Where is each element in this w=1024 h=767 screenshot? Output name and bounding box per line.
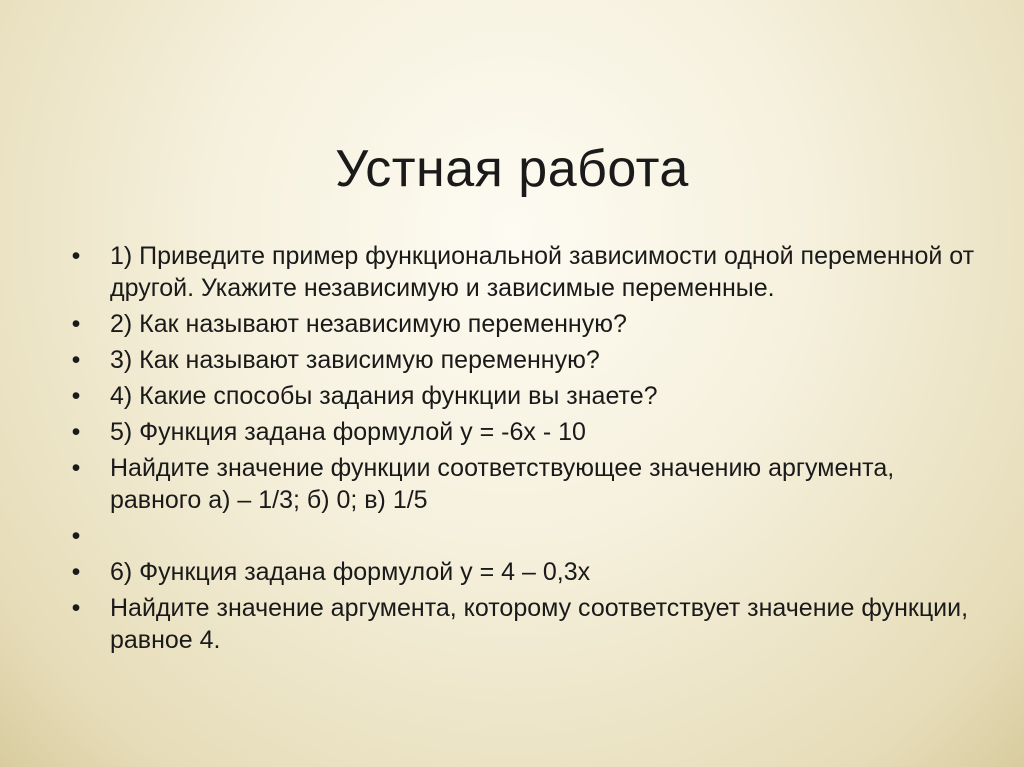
bullet-icon: • [71, 346, 81, 374]
bullet-icon: • [71, 594, 81, 622]
bullet-text: 6) Функция задана формулой y = 4 – 0,3x [110, 558, 591, 586]
slide-title: Устная работа [335, 140, 689, 198]
bullet-item-4 [66, 380, 986, 412]
bullet-icon: • [71, 382, 81, 410]
bullet-item-8 [66, 556, 986, 588]
bullet-icon: • [71, 454, 81, 482]
bullet-text: 1) Приведите пример функциональной зависимости одной переменной от другой. Укажите независимую и зависимые переменные. [110, 242, 975, 302]
bullet-text: 4) Какие способы задания функции вы знаете? [110, 382, 658, 410]
bullet-list [66, 240, 986, 660]
bullet-text: 3) Как называют зависимую переменную? [110, 346, 600, 374]
bullet-item-1 [66, 240, 986, 304]
bullet-text: 5) Функция задана формулой y = -6x - 10 [110, 418, 586, 446]
bullet-item-6 [66, 452, 986, 516]
bullet-icon: • [71, 242, 81, 270]
bullet-icon: • [71, 558, 81, 586]
bullet-icon: • [71, 310, 81, 338]
bullet-text: Найдите значение аргумента, которому соответствует значение функции, равное 4. [110, 594, 969, 654]
bullet-text: Найдите значение функции соответствующее значению аргумента, равного а) – 1/3; б) 0; в) 1/5 [110, 454, 895, 514]
bullet-icon: • [71, 418, 81, 446]
bullet-item-2 [66, 308, 986, 340]
bullet-item-3 [66, 344, 986, 376]
bullet-item-9 [66, 592, 986, 656]
bullet-text: 2) Как называют независимую переменную? [110, 310, 627, 338]
bullet-icon: • [71, 522, 81, 550]
bullet-item-7 [66, 520, 986, 552]
bullet-item-5 [66, 416, 986, 448]
